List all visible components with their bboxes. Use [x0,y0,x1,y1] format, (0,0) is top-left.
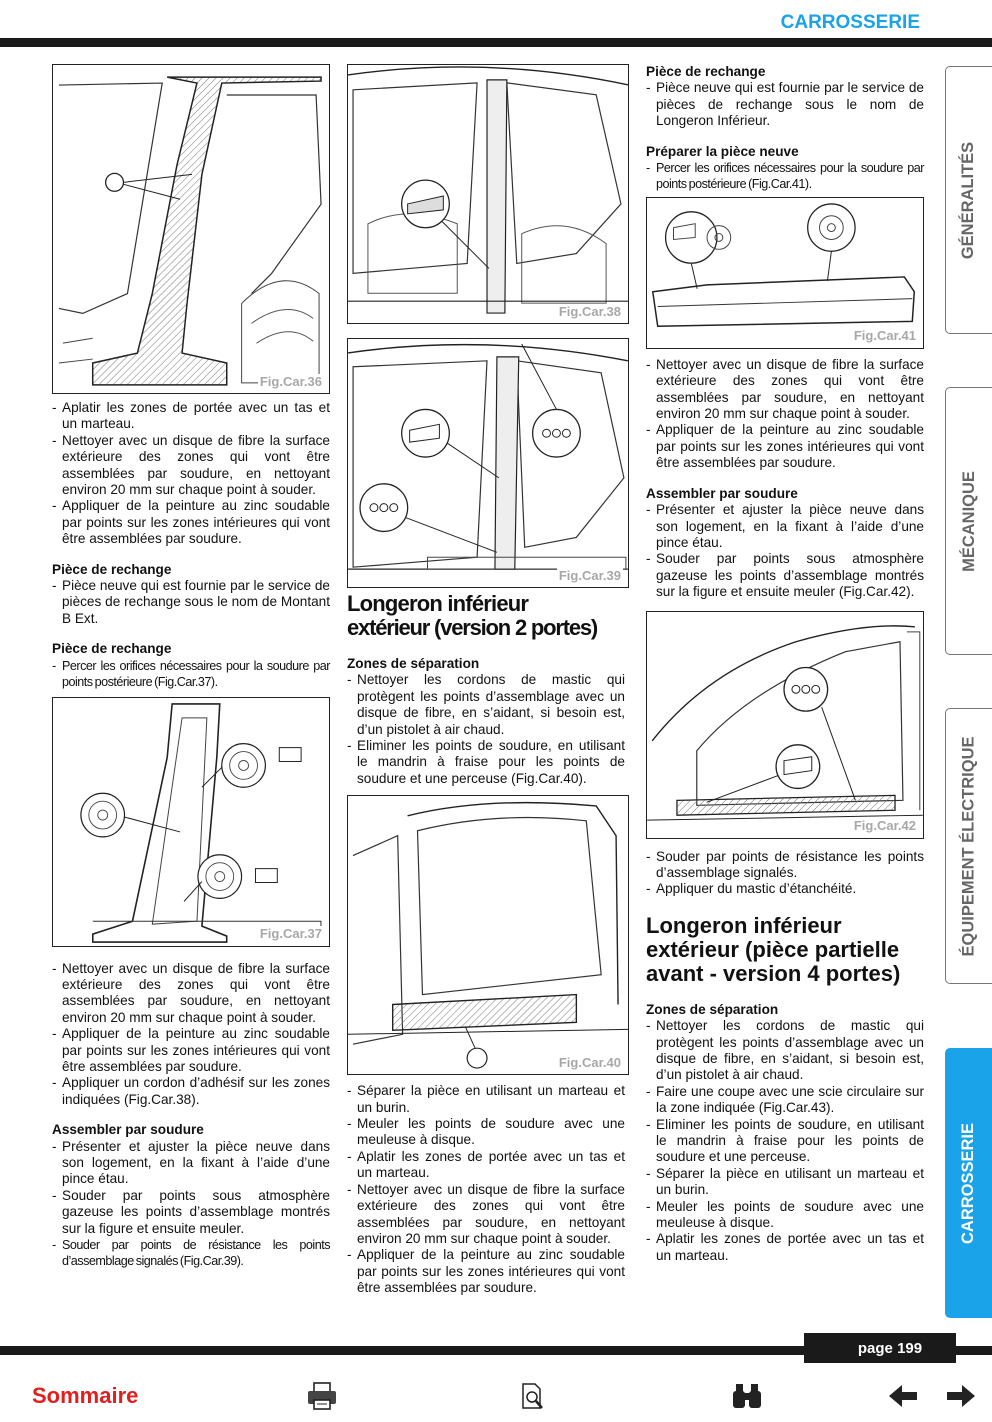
body-side-weld-illustration [348,339,628,587]
binoculars-icon[interactable] [730,1381,764,1411]
list-item: - Souder par points sous atmosphère gazeuse les points d’assemblage montrés sur la figure et ensuite meuler. [52,1188,330,1237]
list-item: - Appliquer de la peinture au zinc soudable par points sur les zones intérieures qui vont être assemblées par soudure. [52,1026,330,1075]
instruction-list [52,1139,330,1270]
instruction-list [347,1083,625,1296]
list-item: - Appliquer de la peinture au zinc soudable par points sur les zones intérieures qui vont être assemblées par soudure. [52,498,330,547]
figure-car40 [347,795,629,1075]
zoom-page-icon[interactable] [515,1381,549,1411]
column-2 [347,64,625,1297]
list-item: - Meuler les points de soudure avec une meuleuse à disque. [347,1116,625,1149]
list-item: - Pièce neuve qui est fournie par le service de pièces de rechange sous le nom de Montant B Ext. [52,578,330,627]
list-item: - Meuler les points de soudure avec une meuleuse à disque. [646,1199,924,1232]
figure-caption: Fig.Car.40 [558,1054,621,1070]
column-1 [52,64,330,1270]
list-item: - Nettoyer avec un disque de fibre la surface extérieure des zones qui vont être assemblées par soudure, en nettoyant environ 20 mm sur chaque point à souder. [52,961,330,1027]
list-item: - Aplatir les zones de portée avec un tas et un marteau. [347,1149,625,1182]
top-divider [0,38,992,47]
printer-icon[interactable] [305,1381,339,1411]
figure-caption: Fig.Car.36 [259,373,322,389]
list-item: - Nettoyer les cordons de mastic qui protègent les points d’assemblage avec un disque de fibre, en s’aidant, si besoin est, d’un pistolet à air chaud. [347,672,625,738]
instruction-list [347,672,625,787]
figure-car42 [646,611,924,839]
instruction-list [646,357,924,472]
tab-equipement-electrique[interactable] [945,708,992,984]
list-item: - Appliquer un cordon d’adhésif sur les zones indiquées (Fig.Car.38). [52,1075,330,1108]
subheading-zones: Zones de séparation [347,656,480,671]
instruction-list [52,578,330,627]
arrow-left-icon[interactable] [886,1381,920,1411]
tab-carrosserie[interactable] [945,1048,992,1318]
list-item: - Eliminer les points de soudure, en utilisant le mandrin à fraise pour les points de soudure et une perceuse. [646,1117,924,1166]
sill-illustration [348,796,628,1074]
list-item: - Présenter et ajuster la pièce neuve dans son logement, en la fixant à l’aide d’une pince étau. [52,1139,330,1188]
chapter-tabs [944,0,992,1422]
b-pillar-illustration [53,65,329,393]
sill-weld-illustration [647,612,923,838]
list-item: - Aplatir les zones de portée avec un tas et un marteau. [646,1231,924,1264]
instruction-list [646,502,924,600]
instruction-list [52,400,330,548]
section-heading: Longeron inférieur extérieur (pièce partielle avant - version 4 portes) [646,912,901,986]
list-item: - Souder par points sous atmosphère gazeuse les points d’assemblage montrés sur la figure et ensuite meuler (Fig.Car.42). [646,551,924,600]
list-item: - Nettoyer avec un disque de fibre la surface extérieure des zones qui vont être assemblées par soudure, en nettoyant environ 20 mm sur chaque point à souder. [646,357,924,423]
list-item: - Nettoyer avec un disque de fibre la surface extérieure des zones qui vont être assemblées par soudure, en nettoyant environ 20 mm sur chaque point à souder. [52,433,330,499]
instruction-list [646,80,924,129]
list-item: - Appliquer de la peinture au zinc soudable par points sur les zones intérieures qui vont être assemblées par soudure. [347,1247,625,1296]
instruction-list [52,658,330,691]
subheading-assembler: Assembler par soudure [646,485,798,501]
arrow-right-icon[interactable] [944,1381,978,1411]
column-3 [646,64,924,1264]
figure-caption: Fig.Car.39 [558,567,621,583]
figure-caption: Fig.Car.37 [259,926,322,942]
subheading-zones: Zones de séparation [646,1001,779,1017]
list-item: - Percer les orifices nécessaires pour la soudure par points postérieure (Fig.Car.37). [52,658,330,691]
list-item: - Présenter et ajuster la pièce neuve dans son logement, en la fixant à l’aide d’une pince étau. [646,502,924,551]
list-item: - Souder par points de résistance les points d’assemblage signalés. [646,849,924,882]
figure-car36 [52,64,330,394]
list-item: - Nettoyer avec un disque de fibre la surface extérieure des zones qui vont être assemblées par soudure, en nettoyant environ 20 mm sur chaque point à souder. [347,1182,625,1248]
figure-caption: Fig.Car.38 [558,303,621,319]
figure-car37 [52,697,330,947]
tab-label: ÉQUIPEMENT ÉLECTRIQUE [959,735,978,957]
section-title: CARROSSERIE [780,12,920,33]
list-item: - Séparer la pièce en utilisant un marteau et un burin. [646,1166,924,1199]
list-item: - Faire une coupe avec une scie circulaire sur la zone indiquée (Fig.Car.43). [646,1084,924,1117]
subheading-piece-rechange: Pièce de rechange [52,561,172,577]
tab-label: MÉCANIQUE [959,470,978,572]
page-number: page 199 [804,1333,956,1363]
subheading-piece-rechange: Pièce de rechange [646,64,766,79]
subheading-preparer: Préparer la pièce neuve [646,143,799,159]
figure-car41 [646,197,924,349]
list-item: - Appliquer du mastic d’étanchéité. [646,881,924,897]
tab-label: GÉNÉRALITÉS [959,141,978,259]
list-item: - Aplatir les zones de portée avec un tas et un marteau. [52,400,330,433]
tab-generalites[interactable] [945,66,992,334]
subheading-piece-rechange: Pièce de rechange [52,641,172,657]
b-pillar-weld-illustration [53,698,329,946]
instruction-list [52,961,330,1109]
sommaire-link[interactable]: Sommaire [32,1383,139,1408]
instruction-list [646,1018,924,1264]
tab-label: CARROSSERIE [959,1122,978,1244]
figure-car38 [347,64,629,324]
instruction-list [646,849,924,898]
list-item: - Nettoyer les cordons de mastic qui protègent les points d’assemblage avec un disque de fibre, en s’aidant, si besoin est, d’un pistolet à air chaud. [646,1018,924,1084]
new-sill-part-illustration [647,198,923,348]
section-heading: Longeron inférieur [347,591,529,616]
list-item: - Souder par points de résistance les points d’assemblage signalés (Fig.Car.39). [52,1237,330,1270]
list-item: - Appliquer de la peinture au zinc soudable par points sur les zones intérieures qui vont être assemblées par soudure. [646,422,924,471]
body-side-illustration [348,65,628,323]
subheading-assembler: Assembler par soudure [52,1122,204,1138]
figure-caption: Fig.Car.41 [853,328,916,344]
list-item: - Pièce neuve qui est fournie par le service de pièces de rechange sous le nom de Longeron Inférieur. [646,80,924,129]
list-item: - Percer les orifices nécessaires pour la soudure par points postérieure (Fig.Car.41). [646,160,924,193]
list-item: - Eliminer les points de soudure, en utilisant le mandrin à fraise pour les points de soudure et une perceuse (Fig.Car.40). [347,738,625,787]
figure-car39 [347,338,629,588]
tab-mecanique[interactable] [945,387,992,655]
section-heading-line2: extérieur (version 2 portes) [347,615,598,640]
figure-caption: Fig.Car.42 [853,818,916,834]
list-item: - Séparer la pièce en utilisant un marteau et un burin. [347,1083,625,1116]
instruction-list [646,160,924,193]
